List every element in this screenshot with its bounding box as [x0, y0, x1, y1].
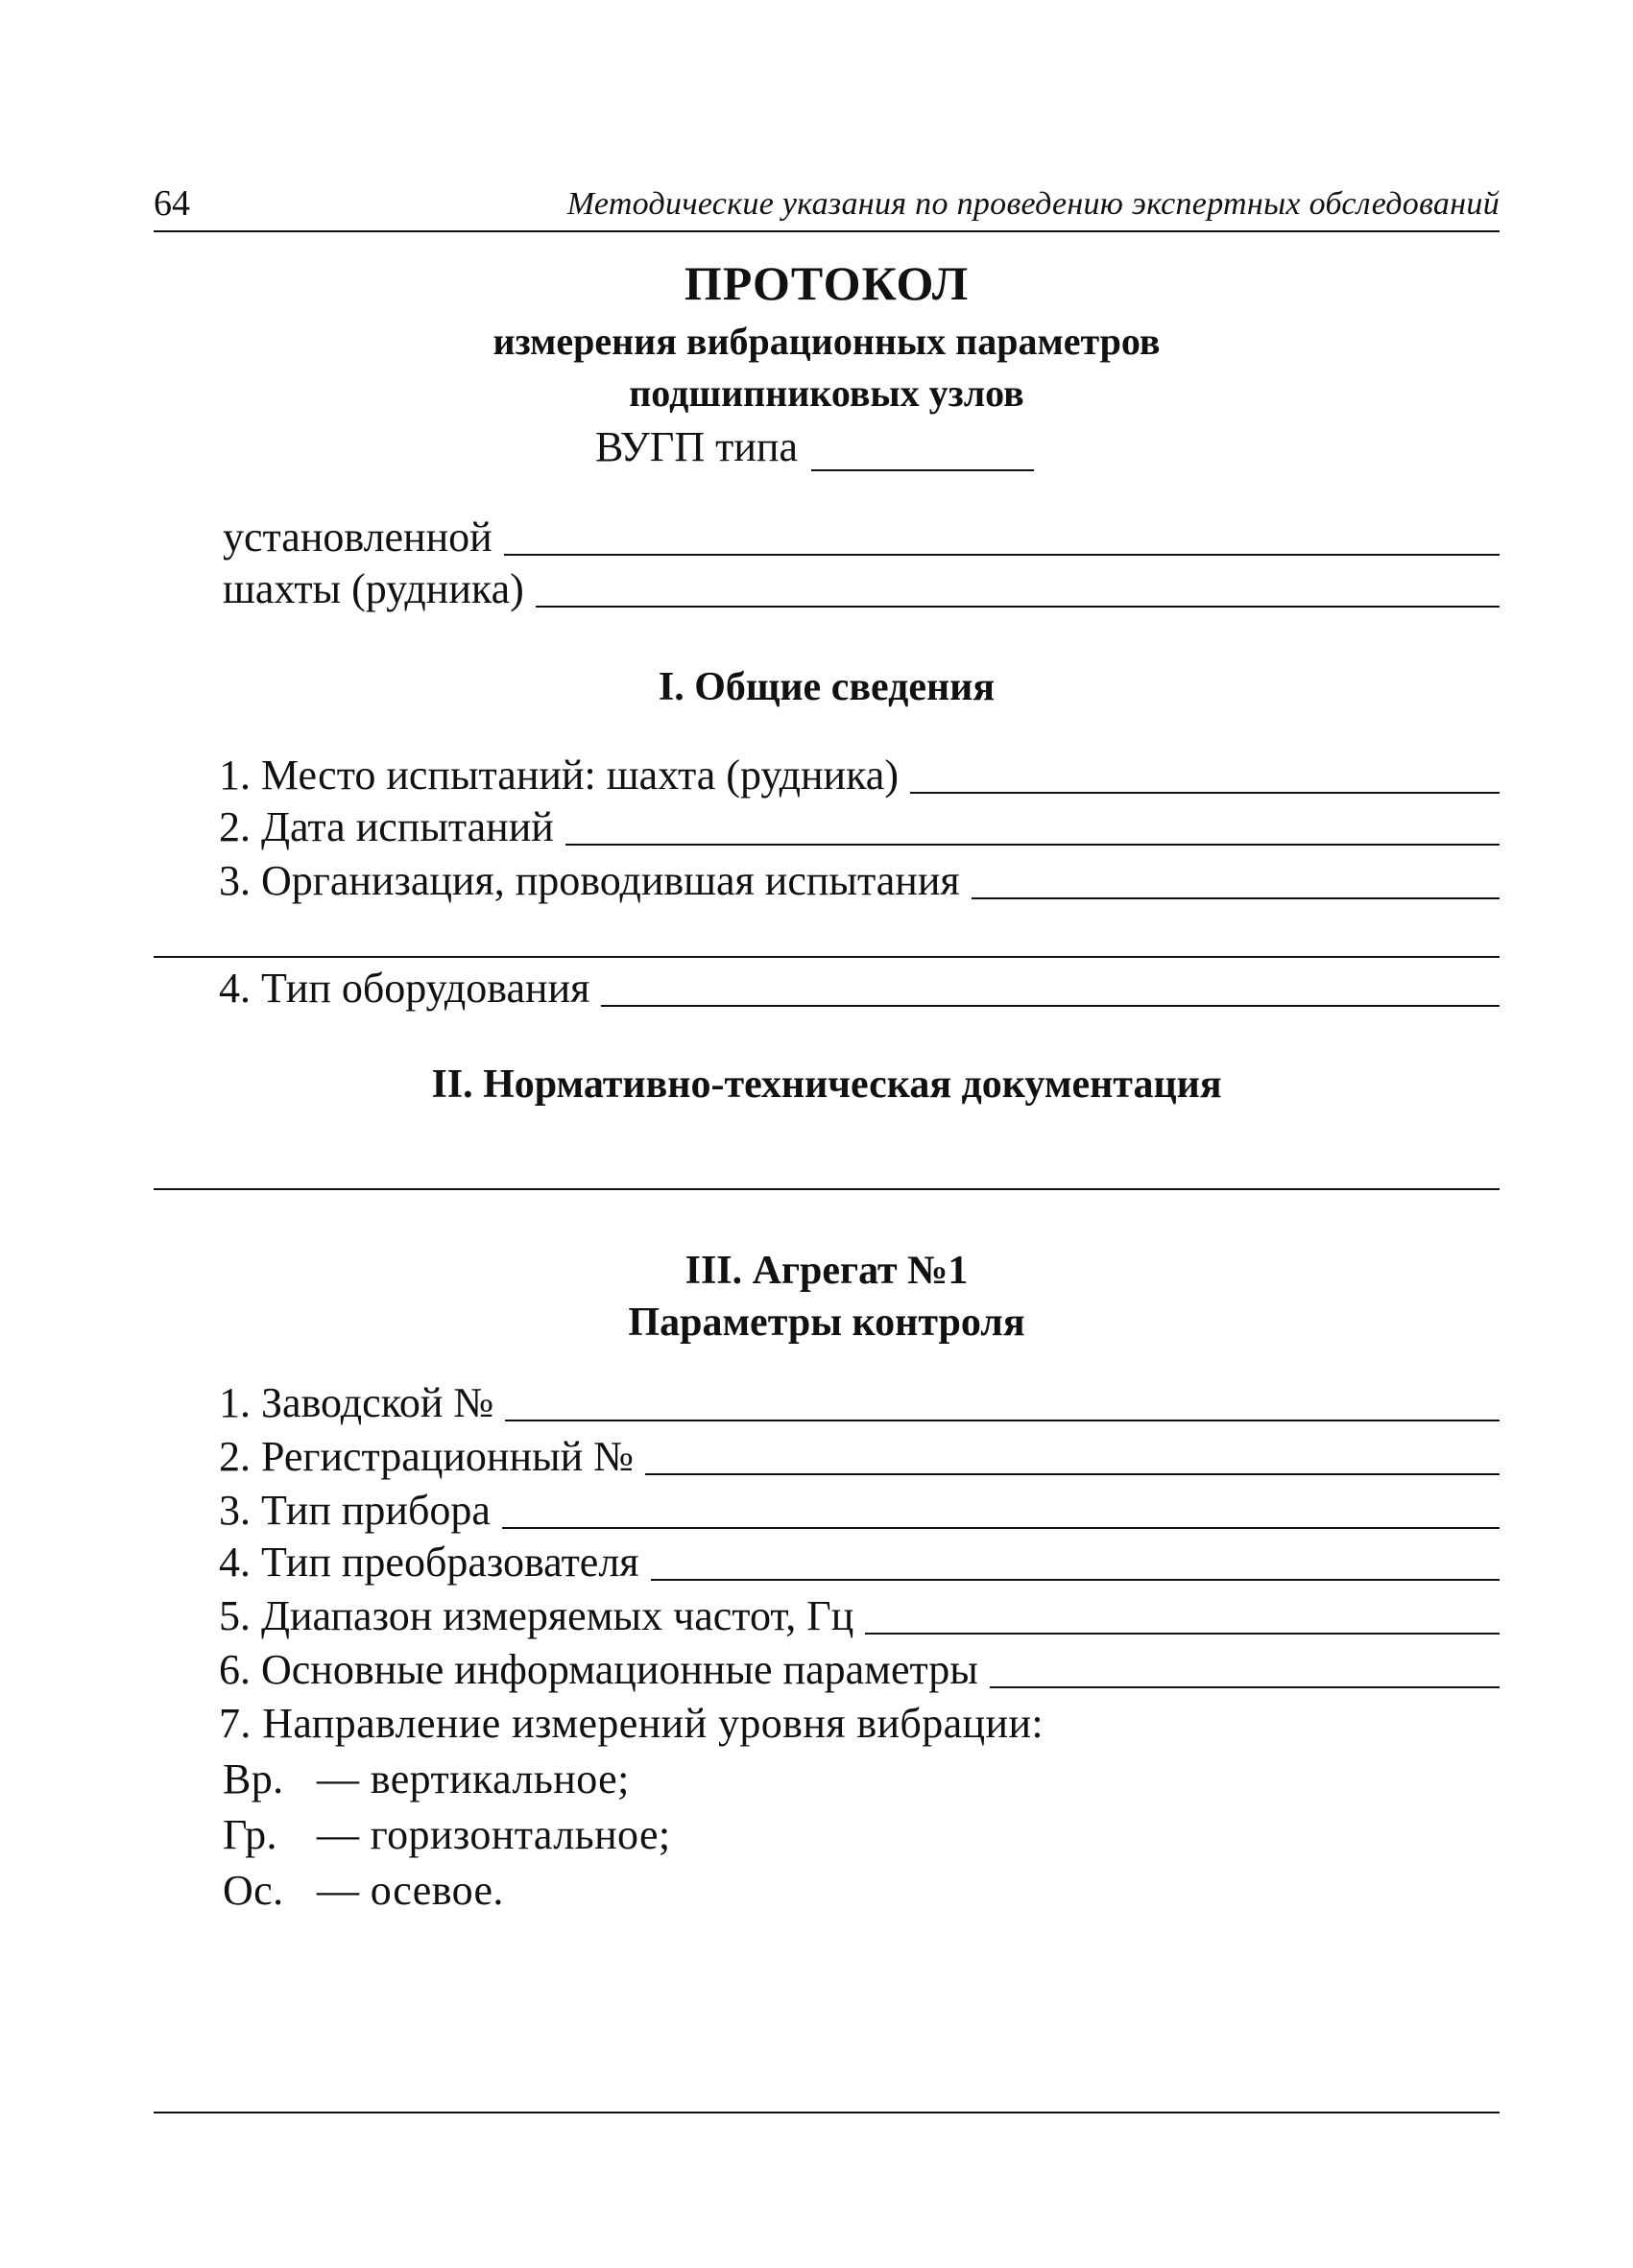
- installed-field: [223, 513, 1500, 561]
- registration-number-field: [219, 1432, 1500, 1481]
- direction-horizontal-text: — горизонтальное;: [317, 1811, 671, 1858]
- section-3-heading: III. Агрегат №1: [684, 1249, 969, 1293]
- device-type-field: [219, 1486, 1500, 1535]
- transducer-type-label: 4. Тип преобразователя: [219, 1539, 639, 1586]
- section-2-heading: II. Нормативно-техническая документация: [431, 1062, 1222, 1107]
- type-field-blank[interactable]: [811, 433, 1034, 471]
- test-site-blank[interactable]: [910, 753, 1500, 794]
- measurement-direction-heading: 7. Направление измерений уровня вибрации:: [219, 1700, 1045, 1747]
- test-date-blank[interactable]: [565, 805, 1500, 846]
- test-date-field: [219, 802, 1500, 851]
- equipment-type-label: 4. Тип оборудования: [219, 965, 590, 1012]
- direction-horizontal-abbr: Гр.: [223, 1811, 277, 1858]
- test-date-label: 2. Дата испытаний: [219, 803, 554, 850]
- serial-number-label: 1. Заводской №: [219, 1379, 494, 1426]
- direction-vertical: [223, 1755, 630, 1803]
- info-parameters-label: 6. Основные информационные параметры: [219, 1646, 978, 1693]
- test-site-field: [219, 751, 1500, 800]
- organization-field: [219, 856, 1500, 905]
- type-field: [595, 422, 1034, 471]
- mine-field-label: шахты (рудника): [223, 565, 524, 612]
- info-parameters-blank[interactable]: [990, 1648, 1500, 1688]
- frequency-range-blank[interactable]: [865, 1594, 1500, 1635]
- test-site-label: 1. Место испытаний: шахта (рудника): [219, 752, 899, 799]
- type-field-label: ВУГП типа: [595, 423, 798, 470]
- installed-field-label: установленной: [223, 513, 492, 561]
- info-parameters-field: [219, 1645, 1500, 1694]
- mine-field: [223, 564, 1500, 613]
- bottom-rule: [154, 2112, 1500, 2113]
- organization-blank[interactable]: [972, 859, 1500, 899]
- running-header: [154, 182, 1500, 232]
- device-type-label: 3. Тип прибора: [219, 1487, 491, 1534]
- direction-axial-text: — осевое.: [317, 1867, 504, 1914]
- page-number: 64: [154, 183, 190, 224]
- protocol-title: ПРОТОКОЛ: [684, 256, 970, 310]
- documentation-line[interactable]: [154, 1188, 1500, 1190]
- frequency-range-label: 5. Диапазон измеряемых частот, Гц: [219, 1592, 854, 1639]
- mine-field-blank[interactable]: [536, 567, 1500, 608]
- protocol-subtitle-line-1: измерения вибрационных параметров: [492, 320, 1161, 363]
- running-title: Методические указания по проведению экспертных обследований: [566, 186, 1500, 222]
- device-type-blank[interactable]: [502, 1489, 1500, 1529]
- registration-number-label: 2. Регистрационный №: [219, 1433, 635, 1480]
- equipment-type-blank[interactable]: [601, 967, 1500, 1007]
- transducer-type-blank[interactable]: [651, 1540, 1500, 1581]
- serial-number-blank[interactable]: [505, 1381, 1500, 1421]
- direction-vertical-text: — вертикальное;: [317, 1755, 630, 1802]
- direction-vertical-abbr: Вр.: [223, 1755, 284, 1802]
- transducer-type-field: [219, 1538, 1500, 1587]
- direction-axial-abbr: Ос.: [223, 1867, 284, 1914]
- equipment-type-field: [219, 964, 1500, 1013]
- direction-horizontal: [223, 1810, 671, 1859]
- organization-label: 3. Организация, проводившая испытания: [219, 857, 960, 904]
- organization-continuation-line[interactable]: [154, 956, 1500, 958]
- protocol-subtitle-line-2: подшипниковых узлов: [629, 371, 1024, 415]
- installed-field-blank[interactable]: [504, 515, 1500, 556]
- direction-axial: [223, 1866, 504, 1915]
- serial-number-field: [219, 1378, 1500, 1427]
- section-3-subheading: Параметры контроля: [628, 1301, 1025, 1345]
- frequency-range-field: [219, 1591, 1500, 1640]
- registration-number-blank[interactable]: [645, 1435, 1500, 1475]
- section-1-heading: I. Общие сведения: [658, 665, 996, 709]
